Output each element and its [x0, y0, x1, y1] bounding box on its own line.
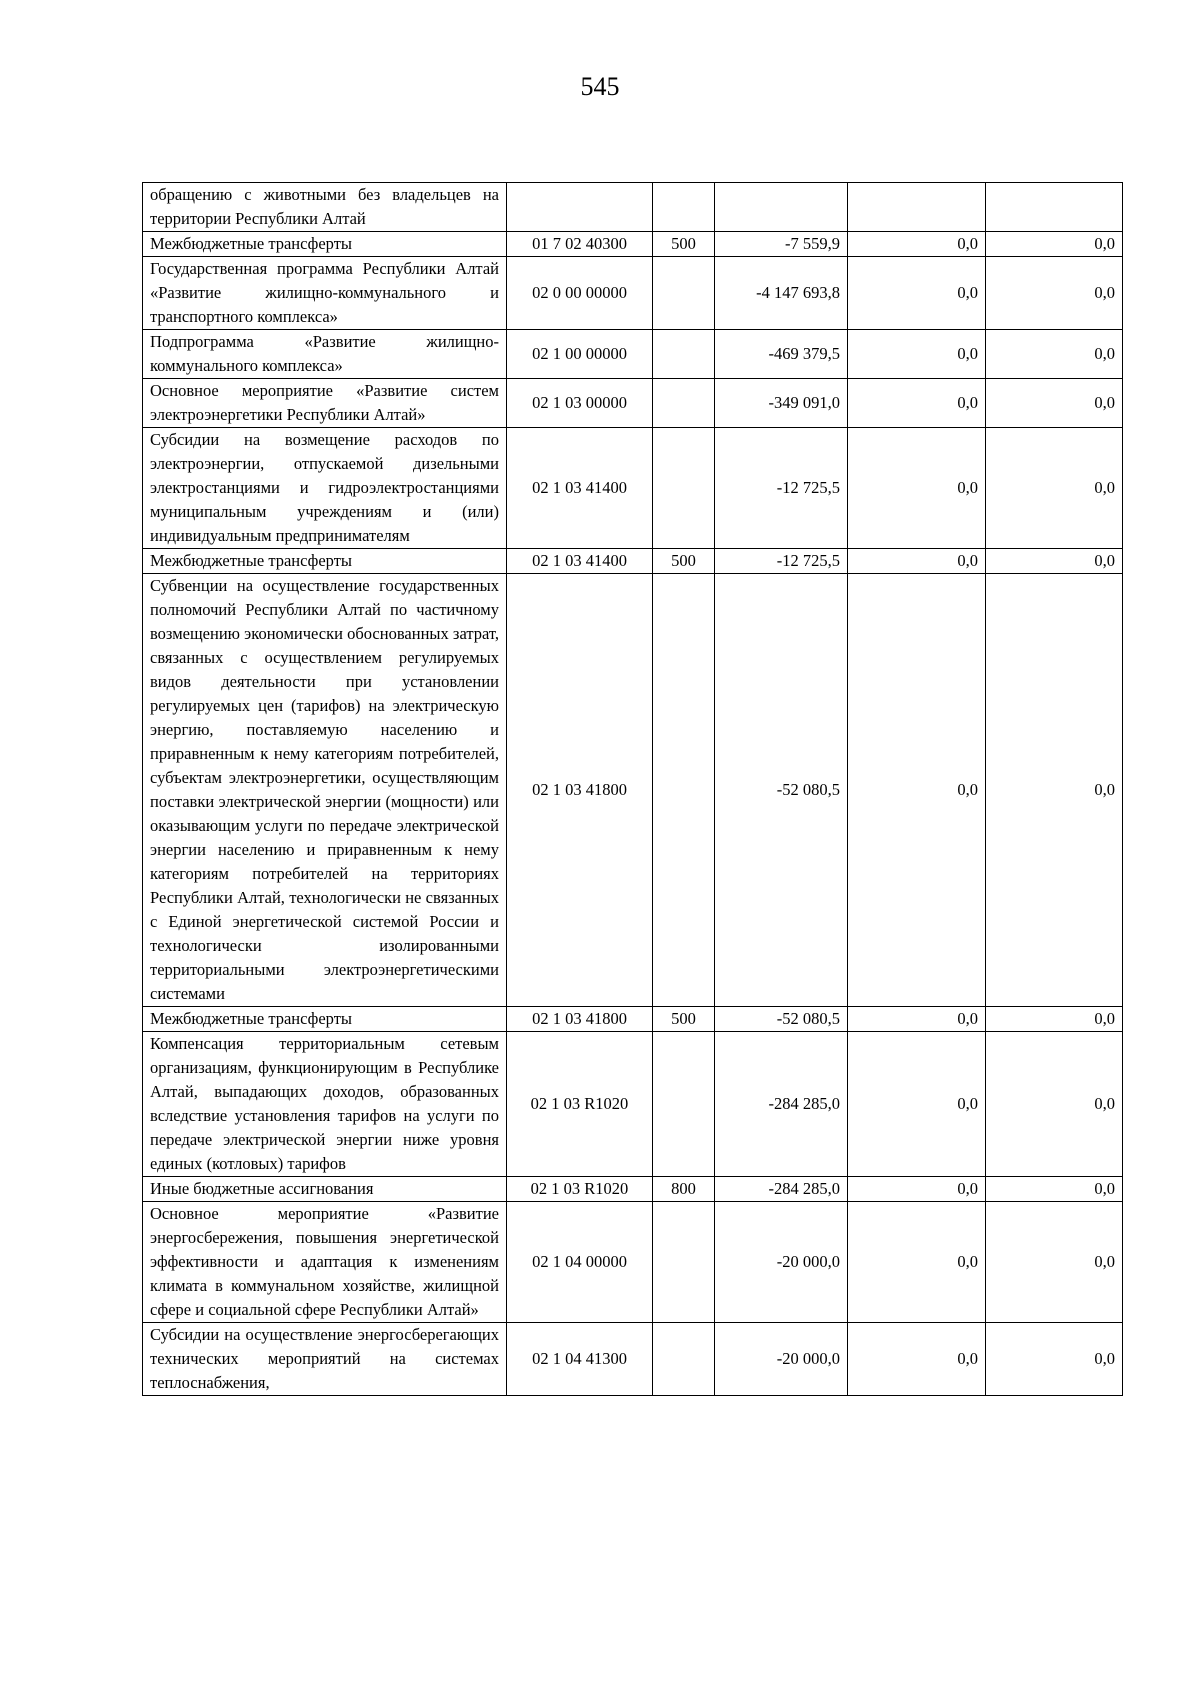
sum-year1-cell: -52 080,5 — [715, 1007, 848, 1032]
sum-year2-cell: 0,0 — [848, 574, 986, 1007]
target-article-code-cell: 02 1 03 41400 — [507, 428, 653, 549]
expense-type-cell: 800 — [653, 1177, 715, 1202]
sum-year2-cell: 0,0 — [848, 1177, 986, 1202]
table-row — [143, 428, 1123, 549]
sum-year2-cell: 0,0 — [848, 330, 986, 379]
target-article-code-cell: 01 7 02 40300 — [507, 232, 653, 257]
expense-type-cell: 500 — [653, 1007, 715, 1032]
sum-year1-cell: -7 559,9 — [715, 232, 848, 257]
sum-year3-cell — [986, 183, 1123, 232]
sum-year2-cell: 0,0 — [848, 1032, 986, 1177]
sum-year2-cell: 0,0 — [848, 1007, 986, 1032]
sum-year1-cell: -12 725,5 — [715, 549, 848, 574]
expense-name-cell: Субсидии на осуществление энергосберегающих технических мероприятий на системах теплоснабжения, — [143, 1323, 507, 1396]
expense-name-cell: Иные бюджетные ассигнования — [143, 1177, 507, 1202]
expense-name-cell: Межбюджетные трансферты — [143, 232, 507, 257]
sum-year2-cell: 0,0 — [848, 232, 986, 257]
sum-year2-cell: 0,0 — [848, 1323, 986, 1396]
sum-year1-cell: -12 725,5 — [715, 428, 848, 549]
sum-year1-cell: -284 285,0 — [715, 1032, 848, 1177]
table-row — [143, 232, 1123, 257]
target-article-code-cell: 02 1 03 R1020 — [507, 1032, 653, 1177]
sum-year3-cell: 0,0 — [986, 1032, 1123, 1177]
table-row — [143, 1323, 1123, 1396]
target-article-code-cell: 02 0 00 00000 — [507, 257, 653, 330]
sum-year2-cell: 0,0 — [848, 428, 986, 549]
expense-type-cell — [653, 1202, 715, 1323]
expense-name-cell: Компенсация территориальным сетевым организациям, функционирующим в Республике Алтай, выпадающих доходов, образованных вследствие установления тарифов на услуги по передаче электрической энергии ниже уровня единых (котловых) тарифов — [143, 1032, 507, 1177]
table-row — [143, 1032, 1123, 1177]
sum-year1-cell: -20 000,0 — [715, 1202, 848, 1323]
expense-name-cell: Межбюджетные трансферты — [143, 549, 507, 574]
expense-name-cell: Субсидии на возмещение расходов по электроэнергии, отпускаемой дизельными электростанциями и гидроэлектростанциями муниципальным учреждениям и (или) индивидуальным предпринимателям — [143, 428, 507, 549]
expense-name-cell: Подпрограмма «Развитие жилищно-коммунального комплекса» — [143, 330, 507, 379]
budget-table — [142, 182, 1123, 1396]
expense-name-cell: Межбюджетные трансферты — [143, 1007, 507, 1032]
expense-type-cell — [653, 428, 715, 549]
target-article-code-cell: 02 1 04 41300 — [507, 1323, 653, 1396]
table-row — [143, 257, 1123, 330]
sum-year3-cell: 0,0 — [986, 1323, 1123, 1396]
sum-year2-cell: 0,0 — [848, 379, 986, 428]
table-row — [143, 549, 1123, 574]
table-row — [143, 379, 1123, 428]
sum-year2-cell: 0,0 — [848, 257, 986, 330]
sum-year1-cell: -4 147 693,8 — [715, 257, 848, 330]
expense-name-cell: Государственная программа Республики Алтай «Развитие жилищно-коммунального и транспортного комплекса» — [143, 257, 507, 330]
sum-year3-cell: 0,0 — [986, 1007, 1123, 1032]
table-row — [143, 330, 1123, 379]
expense-name-cell: Основное мероприятие «Развитие систем электроэнергетики Республики Алтай» — [143, 379, 507, 428]
table-row — [143, 1202, 1123, 1323]
expense-type-cell — [653, 330, 715, 379]
table-row — [143, 183, 1123, 232]
target-article-code-cell — [507, 183, 653, 232]
sum-year1-cell: -284 285,0 — [715, 1177, 848, 1202]
sum-year3-cell: 0,0 — [986, 574, 1123, 1007]
expense-name-cell: обращению с животными без владельцев на территории Республики Алтай — [143, 183, 507, 232]
expense-type-cell — [653, 1032, 715, 1177]
sum-year3-cell: 0,0 — [986, 379, 1123, 428]
table-row — [143, 1007, 1123, 1032]
target-article-code-cell: 02 1 03 41800 — [507, 574, 653, 1007]
target-article-code-cell: 02 1 00 00000 — [507, 330, 653, 379]
sum-year3-cell: 0,0 — [986, 232, 1123, 257]
sum-year2-cell: 0,0 — [848, 1202, 986, 1323]
target-article-code-cell: 02 1 03 41800 — [507, 1007, 653, 1032]
expense-type-cell — [653, 379, 715, 428]
target-article-code-cell: 02 1 04 00000 — [507, 1202, 653, 1323]
page-number: 545 — [580, 72, 620, 101]
sum-year1-cell: -52 080,5 — [715, 574, 848, 1007]
sum-year2-cell — [848, 183, 986, 232]
sum-year2-cell: 0,0 — [848, 549, 986, 574]
budget-table-body — [143, 183, 1123, 1396]
sum-year3-cell: 0,0 — [986, 1177, 1123, 1202]
expense-type-cell — [653, 574, 715, 1007]
expense-name-cell: Основное мероприятие «Развитие энергосбережения, повышения энергетической эффективности и адаптация к изменениям климата в коммунальном хозяйстве, жилищной сфере и социальной сфере Республики Алтай» — [143, 1202, 507, 1323]
sum-year1-cell: -20 000,0 — [715, 1323, 848, 1396]
sum-year1-cell — [715, 183, 848, 232]
target-article-code-cell: 02 1 03 R1020 — [507, 1177, 653, 1202]
target-article-code-cell: 02 1 03 00000 — [507, 379, 653, 428]
sum-year3-cell: 0,0 — [986, 330, 1123, 379]
table-row — [143, 574, 1123, 1007]
table-row — [143, 1177, 1123, 1202]
sum-year1-cell: -469 379,5 — [715, 330, 848, 379]
expense-type-cell — [653, 183, 715, 232]
target-article-code-cell: 02 1 03 41400 — [507, 549, 653, 574]
sum-year3-cell: 0,0 — [986, 549, 1123, 574]
sum-year3-cell: 0,0 — [986, 428, 1123, 549]
sum-year1-cell: -349 091,0 — [715, 379, 848, 428]
sum-year3-cell: 0,0 — [986, 257, 1123, 330]
expense-type-cell: 500 — [653, 232, 715, 257]
expense-type-cell — [653, 1323, 715, 1396]
expense-name-cell: Субвенции на осуществление государственных полномочий Республики Алтай по частичному возмещению экономически обоснованных затрат, связанных с осуществлением регулируемых видов деятельности при установлении регулируемых цен (тарифов) на электрическую энергию, поставляемую населению и приравненным к нему категориям потребителей, субъектам электроэнергетики, осуществляющим поставки электрической энергии (мощности) или оказывающим услуги по передаче электрической энергии населению и приравненным к нему категориям потребителей на территориях Республики Алтай, технологически не связанных с Единой энергетической системой России и технологически изолированными территориальными электроэнергетическими системами — [143, 574, 507, 1007]
sum-year3-cell: 0,0 — [986, 1202, 1123, 1323]
expense-type-cell — [653, 257, 715, 330]
expense-type-cell: 500 — [653, 549, 715, 574]
